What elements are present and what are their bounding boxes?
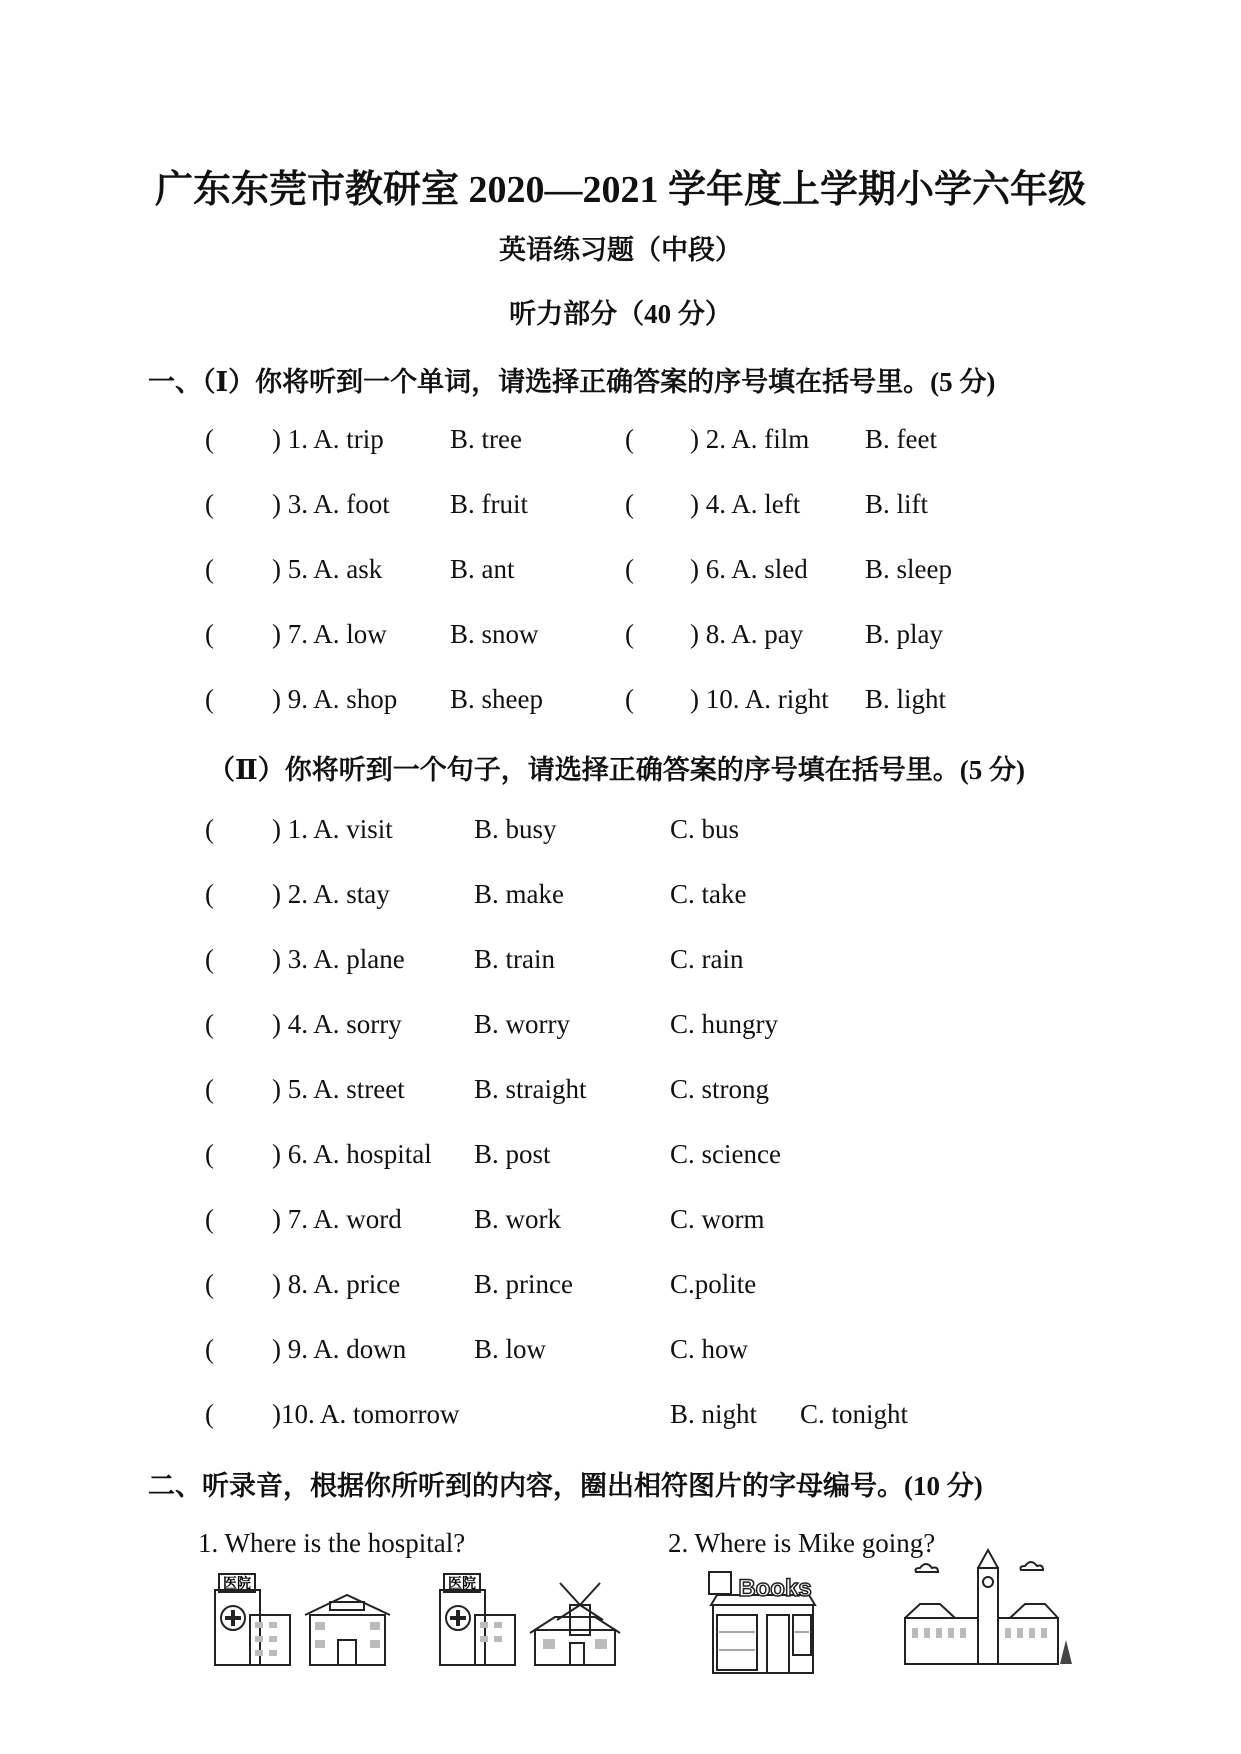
question-option-c: C. hungry	[670, 1009, 778, 1039]
answer-paren[interactable]: (	[205, 1269, 214, 1299]
question-option-b: B. straight	[474, 1074, 587, 1104]
question-option-b: B. worry	[474, 1009, 570, 1039]
question-option-a: ) 10. A. right	[690, 684, 829, 714]
question-1-text: 1. Where is the hospital?	[198, 1528, 466, 1558]
question-option-a: ) 8. A. price	[272, 1269, 401, 1299]
question-option-b: B. make	[474, 879, 564, 909]
section-1-heading: 一、（Ⅰ）你将听到一个单词，请选择正确答案的序号填在括号里。(5 分)	[148, 367, 996, 397]
question-option-c: C. rain	[670, 944, 744, 974]
question-option-b: B. fruit	[450, 489, 528, 519]
answer-paren[interactable]: (	[205, 1074, 214, 1104]
hospital-sign-2: 医院	[448, 1576, 476, 1592]
hospital-sign-1: 医院	[223, 1576, 251, 1592]
university-picture[interactable]	[900, 1548, 1075, 1670]
hospital-picture[interactable]	[205, 1570, 295, 1670]
question-option-a: ) 2. A. stay	[272, 879, 390, 909]
answer-paren[interactable]: (	[205, 879, 214, 909]
question-option-b: B. night	[670, 1399, 758, 1429]
question-option-c: C. take	[670, 879, 747, 909]
question-option-b: B. prince	[474, 1269, 573, 1299]
question-option-c: C. strong	[670, 1074, 770, 1104]
answer-paren[interactable]: (	[205, 554, 214, 584]
answer-paren[interactable]: (	[205, 619, 214, 649]
books-sign: Books	[738, 1575, 812, 1602]
question-option-b: B. lift	[865, 489, 929, 519]
question-2-text: 2. Where is Mike going?	[668, 1528, 936, 1558]
answer-paren[interactable]: (	[205, 424, 214, 454]
question-option-c: C. how	[670, 1334, 749, 1364]
question-option-a: ) 4. A. sorry	[272, 1009, 402, 1039]
question-option-c: C.polite	[670, 1269, 757, 1299]
page-subtitle: 英语练习题（中段）	[499, 235, 742, 265]
section-2-heading: 二、听录音，根据你所听到的内容，圈出相符图片的字母编号。(10 分)	[148, 1471, 983, 1501]
answer-paren[interactable]: (	[205, 944, 214, 974]
answer-paren[interactable]: (	[205, 1334, 214, 1364]
answer-paren[interactable]: (	[205, 1009, 214, 1039]
question-option-b: B. light	[865, 684, 947, 714]
question-option-a: )10. A. tomorrow	[272, 1399, 460, 1429]
section-1b-heading: （Ⅱ）你将听到一个句子，请选择正确答案的序号填在括号里。(5 分)	[208, 755, 1025, 785]
answer-paren[interactable]: (	[205, 1139, 214, 1169]
question-option-c: C. bus	[670, 814, 740, 844]
question-option-a: ) 3. A. plane	[272, 944, 405, 974]
question-option-b: B. work	[474, 1204, 561, 1234]
question-option-b: B. post	[474, 1139, 551, 1169]
windmill-house-picture[interactable]	[525, 1575, 625, 1670]
page-title: 广东东莞市教研室 2020—2021 学年度上学期小学六年级	[154, 169, 1086, 211]
answer-paren[interactable]: (	[625, 619, 634, 649]
question-option-c: C. tonight	[800, 1399, 909, 1429]
part-heading: 听力部分（40 分）	[509, 299, 732, 329]
question-option-b: B. sleep	[865, 554, 952, 584]
question-option-a: ) 1. A. trip	[272, 424, 384, 454]
bookstore-picture[interactable]	[705, 1570, 820, 1675]
question-option-a: ) 3. A. foot	[272, 489, 390, 519]
school-picture[interactable]	[300, 1590, 395, 1670]
answer-paren[interactable]: (	[205, 489, 214, 519]
question-option-a: ) 6. A. sled	[690, 554, 808, 584]
answer-paren[interactable]: (	[625, 554, 634, 584]
question-option-b: B. ant	[450, 554, 515, 584]
question-option-a: ) 9. A. shop	[272, 684, 398, 714]
question-option-b: B. sheep	[450, 684, 543, 714]
question-option-c: C. worm	[670, 1204, 765, 1234]
question-option-a: ) 9. A. down	[272, 1334, 407, 1364]
question-option-a: ) 5. A. ask	[272, 554, 383, 584]
answer-paren[interactable]: (	[625, 424, 634, 454]
question-option-b: B. busy	[474, 814, 557, 844]
question-option-b: B. tree	[450, 424, 522, 454]
question-option-a: ) 5. A. street	[272, 1074, 405, 1104]
answer-paren[interactable]: (	[625, 489, 634, 519]
answer-paren[interactable]: (	[205, 1204, 214, 1234]
answer-paren[interactable]: (	[205, 814, 214, 844]
answer-paren[interactable]: (	[205, 684, 214, 714]
question-option-a: ) 8. A. pay	[690, 619, 804, 649]
question-option-b: B. play	[865, 619, 943, 649]
question-option-b: B. train	[474, 944, 555, 974]
answer-paren[interactable]: (	[205, 1399, 214, 1429]
question-option-b: B. low	[474, 1334, 547, 1364]
question-option-b: B. snow	[450, 619, 539, 649]
question-option-c: C. science	[670, 1139, 781, 1169]
question-option-a: ) 6. A. hospital	[272, 1139, 432, 1169]
question-option-a: ) 2. A. film	[690, 424, 810, 454]
question-option-a: ) 7. A. word	[272, 1204, 402, 1234]
question-option-b: B. feet	[865, 424, 937, 454]
question-option-a: ) 4. A. left	[690, 489, 801, 519]
question-option-a: ) 1. A. visit	[272, 814, 393, 844]
answer-paren[interactable]: (	[625, 684, 634, 714]
hospital-picture[interactable]	[430, 1570, 520, 1670]
question-option-a: ) 7. A. low	[272, 619, 387, 649]
